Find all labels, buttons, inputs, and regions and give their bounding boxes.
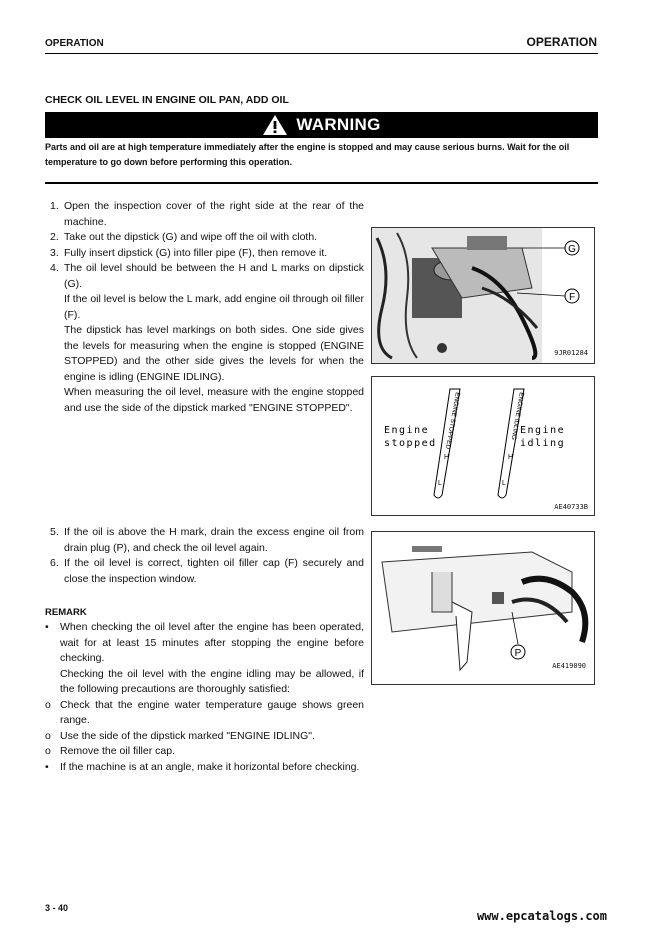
- step-3: [50, 246, 364, 262]
- mark-h-left: H: [444, 454, 450, 461]
- bullet-marker: •: [45, 760, 49, 773]
- warning-triangle-icon: [262, 114, 288, 136]
- left-label-2: stopped: [384, 438, 437, 449]
- sub-text: Check that the engine water temperature gauge shows green range.: [60, 698, 364, 726]
- mark-l-left: L: [438, 480, 442, 487]
- step-4: [50, 261, 364, 292]
- step-number: 5.: [50, 526, 59, 538]
- figure-code: 9JR01284: [554, 349, 588, 357]
- page-number: 3 - 40: [45, 903, 69, 913]
- step-number: 6.: [50, 557, 59, 569]
- step-text: Take out the dipstick (G) and wipe off the oil with cloth.: [64, 231, 318, 243]
- step-text: If the oil level is correct, tighten oil filler cap (F) securely and close the inspection window.: [64, 557, 364, 585]
- step-number: 3.: [50, 246, 59, 259]
- sub-marker: o: [45, 729, 51, 742]
- step-text: If the oil is above the H mark, drain the excess engine oil from drain plug (P), and check the oil level again.: [64, 526, 364, 554]
- remark-heading: REMARK: [45, 607, 87, 618]
- step-number: 1.: [50, 200, 59, 212]
- figure-code: AE40733B: [554, 503, 588, 511]
- sub-marker: o: [45, 698, 51, 711]
- warning-label: WARNING: [296, 115, 381, 134]
- remark-block: [45, 620, 364, 775]
- step-2: [50, 230, 364, 246]
- left-label-1: Engine: [384, 425, 430, 436]
- step-5: [50, 525, 364, 556]
- step-4-paragraph: The dipstick has level markings on both sides. One side gives the levels for measuring when the engine is stopped (ENGINE STOPPED) and the other side gives the levels for when the engine is idling (ENGINE IDLING).: [64, 324, 364, 383]
- bullet-text: When checking the oil level after the engine has been operated, wait for at least 15 minutes after stopping the engine before checking.: [60, 621, 364, 664]
- step-number: 4.: [50, 262, 59, 274]
- callout-f: F: [568, 292, 576, 303]
- remark-bullet: [45, 620, 364, 667]
- step-1: [50, 199, 364, 230]
- remark-bullet: [45, 760, 364, 776]
- bullet-text: If the machine is at an angle, make it horizontal before checking.: [60, 760, 360, 773]
- dipstick-illustration: [372, 377, 594, 515]
- header-right: OPERATION: [526, 35, 597, 49]
- remark-sub-item: [45, 744, 364, 760]
- warning-banner: [45, 112, 598, 138]
- engine-compartment-illustration: [372, 228, 594, 363]
- header-rule: [45, 53, 598, 54]
- sub-text: Use the side of the dipstick marked "ENGINE IDLING".: [60, 729, 315, 742]
- step-4-paragraph: When measuring the oil level, measure with the engine stopped and use the side of the dipstick marked "ENGINE STOPPED".: [64, 386, 364, 414]
- step-text: The oil level should be between the H and L marks on dipstick (G).: [64, 262, 364, 290]
- stick-right-text: ENGINE IDLING: [509, 391, 525, 441]
- warning-text: Parts and oil are at high temperature immediately after the engine is stopped and may cause serious burns. Wait for the oil temperature to go down before performing this operation.: [45, 142, 570, 167]
- step-number: 2.: [50, 231, 59, 243]
- procedure-steps: [50, 199, 364, 416]
- right-label-1: Engine: [520, 425, 566, 436]
- bullet-marker: •: [45, 621, 49, 633]
- mark-h-right: H: [508, 454, 514, 461]
- step-text: Open the inspection cover of the right side at the rear of the machine.: [64, 200, 364, 228]
- mark-l-right: L: [502, 480, 506, 487]
- figure-engine-compartment: [371, 227, 595, 364]
- right-label-2: idling: [520, 438, 566, 449]
- watermark: www.epcatalogs.com: [476, 909, 607, 923]
- sub-text: Remove the oil filler cap.: [60, 745, 175, 757]
- section-title: CHECK OIL LEVEL IN ENGINE OIL PAN, ADD OIL: [45, 94, 289, 106]
- header-left: OPERATION: [45, 38, 104, 49]
- callout-p: P: [514, 648, 522, 659]
- stick-left-text: ENGINE STOPPED: [444, 391, 461, 450]
- callout-g: G: [568, 244, 576, 255]
- step-4-paragraph: If the oil level is below the L mark, add engine oil through oil filler (F).: [64, 293, 364, 321]
- procedure-steps-continued: [50, 525, 364, 587]
- step-text: Fully insert dipstick (G) into filler pipe (F), then remove it.: [64, 246, 328, 259]
- remark-sub-item: [45, 729, 364, 745]
- step-6: [50, 556, 364, 587]
- figure-dipstick: [371, 376, 595, 516]
- figure-drain-plug: [371, 531, 595, 685]
- remark-sub-item: [45, 698, 364, 729]
- sub-marker: o: [45, 745, 51, 757]
- warning-rule: [45, 182, 598, 184]
- remark-bullet-continuation: Checking the oil level with the engine idling may be allowed, if the following precautions are thoroughly satisfied:: [60, 667, 364, 695]
- figure-code: AE419090: [552, 662, 586, 670]
